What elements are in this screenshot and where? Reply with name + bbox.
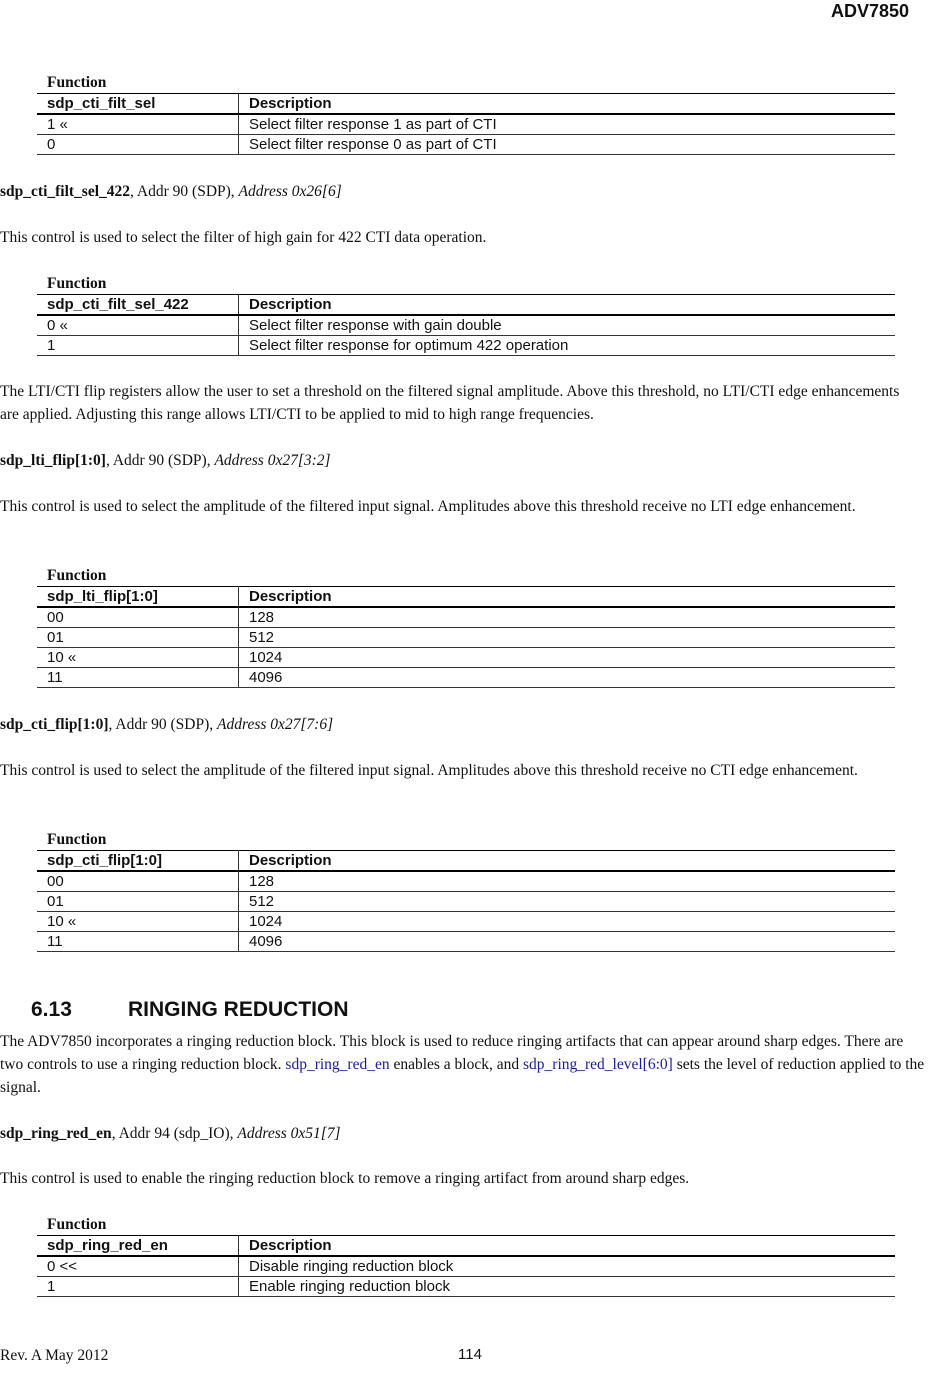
register-heading: [0, 1122, 371, 1145]
register-addr: , Addr 94 (sdp_IO),: [111, 1125, 238, 1142]
column-header-setting: sdp_cti_flip[1:0]: [37, 851, 239, 872]
table-row: [37, 1256, 895, 1277]
section-number: 6.13: [31, 998, 72, 1021]
table-header-row: [37, 587, 895, 608]
register-description: This control is used to select the amplitude of the filtered input signal. Amplitudes above this threshold receive no LTI edge enhancement.: [0, 498, 856, 515]
table-header-row: [37, 851, 895, 872]
table-sdp-cti-filt-sel-422: [37, 274, 895, 356]
table-row: [37, 315, 895, 336]
register-addr: , Addr 90 (SDP),: [108, 716, 218, 733]
column-header-setting: sdp_cti_filt_sel: [37, 94, 239, 115]
register-description: This control is used to select the amplitude of the filtered input signal. Amplitudes above this threshold receive no CTI edge enhancement.: [0, 762, 858, 779]
table-cell-setting: 11: [37, 668, 239, 688]
table-sdp-lti-flip: [37, 566, 895, 688]
register-name: sdp_cti_filt_sel_422: [0, 183, 131, 200]
table-cell-setting: 10 «: [37, 648, 239, 668]
document-id: ADV7850: [830, 1, 909, 21]
register-address: Address 0x27[7:6]: [217, 716, 334, 733]
table-cell-description: 512: [239, 892, 896, 912]
table-cell-setting: 00: [37, 607, 239, 628]
paragraph-text: enables a block, and: [389, 1056, 524, 1073]
table-cell-setting: 00: [37, 871, 239, 892]
table-cell-description: 1024: [239, 648, 896, 668]
table-cell-description: Disable ringing reduction block: [239, 1256, 896, 1277]
column-header-description: Description: [239, 587, 896, 608]
table-function-label: Function: [47, 567, 107, 584]
table-row: [37, 871, 895, 892]
register-name: sdp_ring_red_en: [0, 1125, 112, 1142]
table-cell-setting: 10 «: [37, 912, 239, 932]
table-cell-setting: 1: [37, 1277, 239, 1297]
column-header-description: Description: [239, 295, 896, 316]
section-title: RINGING REDUCTION: [128, 998, 349, 1021]
page-number: 114: [458, 1346, 482, 1363]
paragraph-text: The ADV7850 incorporates a ringing reduction block. This block is used to reduce ringing artifacts that can appear around sharp edges. There are two controls to use a ringing reduction block.: [0, 1033, 904, 1073]
table-cell-description: 512: [239, 628, 896, 648]
column-header-setting: sdp_lti_flip[1:0]: [37, 587, 239, 608]
table-cell-setting: 0: [37, 135, 239, 155]
column-header-description: Description: [239, 851, 896, 872]
table-sdp-cti-flip: [37, 830, 895, 952]
paragraph-text: sets the level of reduction applied to the signal.: [0, 1056, 925, 1096]
register-address: Address 0x51[7]: [237, 1125, 341, 1142]
table-row: [37, 336, 895, 356]
section-heading: [31, 998, 349, 1022]
link-sdp-ring-red-en[interactable]: sdp_ring_red_en: [285, 1056, 390, 1073]
table-function-label: Function: [47, 1216, 107, 1233]
table-row: [37, 1277, 895, 1297]
table-row: [37, 892, 895, 912]
table-row: [37, 628, 895, 648]
column-header-description: Description: [239, 1236, 896, 1257]
table-cell-description: 4096: [239, 668, 896, 688]
table-row: [37, 114, 895, 135]
table-cell-setting: 11: [37, 932, 239, 952]
table-row: [37, 648, 895, 668]
table-header-row: [37, 1236, 895, 1257]
column-header-setting: sdp_cti_filt_sel_422: [37, 295, 239, 316]
table-cell-setting: 01: [37, 628, 239, 648]
register-description: This control is used to select the filter of high gain for 422 CTI data operation.: [0, 229, 487, 246]
table-cell-description: Select filter response for optimum 422 operation: [239, 336, 896, 356]
table-cell-setting: 1: [37, 336, 239, 356]
register-heading: [0, 713, 363, 736]
register-name: sdp_lti_flip[1:0]: [0, 452, 106, 469]
table-cell-description: 1024: [239, 912, 896, 932]
register-heading: [0, 180, 372, 203]
register-heading: [0, 449, 361, 472]
table-row: [37, 912, 895, 932]
table-function-label: Function: [47, 74, 107, 91]
table-function-label: Function: [47, 831, 107, 848]
table-row: [37, 135, 895, 155]
register-address: Address 0x26[6]: [238, 183, 342, 200]
table-cell-description: Enable ringing reduction block: [239, 1277, 896, 1297]
footer-revision: Rev. A May 2012: [0, 1347, 109, 1364]
table-cell-setting: 0 <<: [37, 1256, 239, 1277]
table-sdp-ring-red-en: [37, 1215, 895, 1297]
column-header-description: Description: [239, 94, 896, 115]
register-addr: , Addr 90 (SDP),: [130, 183, 239, 200]
table-cell-description: Select filter response 1 as part of CTI: [239, 114, 896, 135]
table-cell-setting: 1 «: [37, 114, 239, 135]
table-cell-description: 128: [239, 871, 896, 892]
table-cell-description: Select filter response with gain double: [239, 315, 896, 336]
table-cell-description: 128: [239, 607, 896, 628]
column-header-setting: sdp_ring_red_en: [37, 1236, 239, 1257]
register-name: sdp_cti_flip[1:0]: [0, 716, 109, 733]
link-sdp-ring-red-level[interactable]: sdp_ring_red_level[6:0]: [523, 1056, 673, 1073]
table-row: [37, 668, 895, 688]
register-addr: , Addr 90 (SDP),: [105, 452, 215, 469]
table-header-row: [37, 94, 895, 115]
table-cell-description: 4096: [239, 932, 896, 952]
table-sdp-cti-filt-sel: [37, 73, 895, 155]
flip-intro-paragraph: The LTI/CTI flip registers allow the user to set a threshold on the filtered signal amplitude. Above this threshold, no LTI/CTI edge enhancements are applied. Adjusting this range allows LTI/CTI to be applied to mid to high range frequencies.: [0, 383, 900, 423]
table-cell-description: Select filter response 0 as part of CTI: [239, 135, 896, 155]
ringing-intro-paragraph: [0, 1030, 950, 1099]
register-description: This control is used to enable the ringing reduction block to remove a ringing artifact from around sharp edges.: [0, 1170, 690, 1187]
table-cell-setting: 01: [37, 892, 239, 912]
table-cell-setting: 0 «: [37, 315, 239, 336]
table-row: [37, 932, 895, 952]
table-header-row: [37, 295, 895, 316]
table-row: [37, 607, 895, 628]
table-function-label: Function: [47, 275, 107, 292]
register-address: Address 0x27[3:2]: [214, 452, 331, 469]
